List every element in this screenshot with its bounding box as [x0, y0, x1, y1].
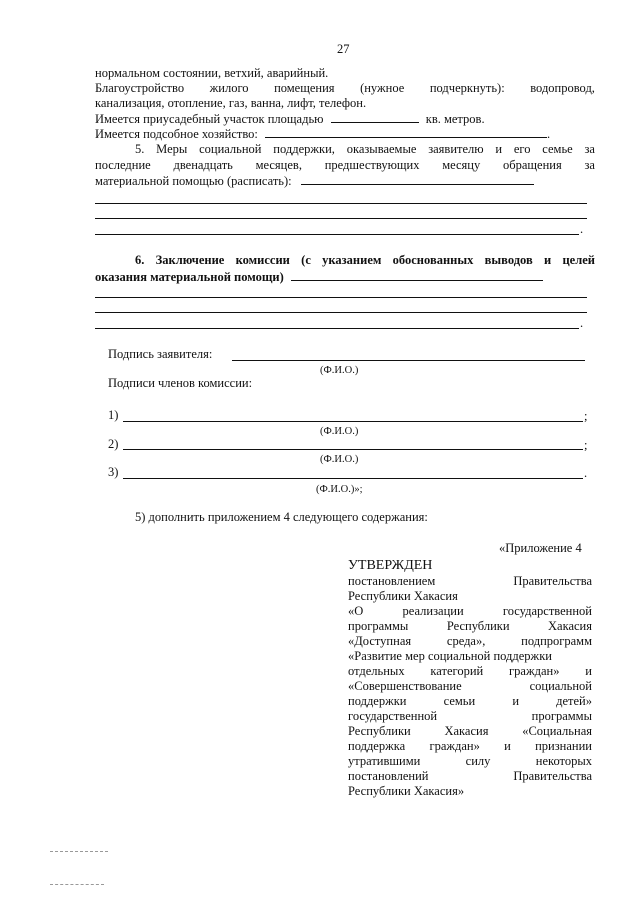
- member-1-semicolon: ;: [584, 409, 588, 423]
- scan-artifact: [50, 884, 104, 885]
- support-line-2[interactable]: [95, 218, 587, 219]
- member-1-number: 1): [108, 408, 119, 422]
- housing-condition-line: нормальном состоянии, ветхий, аварийный.: [95, 66, 329, 80]
- member-2-semicolon: ;: [584, 438, 588, 452]
- applicant-signature-line[interactable]: [232, 360, 585, 361]
- approved-heading: УТВЕРЖДЕН: [348, 558, 433, 573]
- member-3-fio-caption: (Ф.И.О.)»;: [316, 484, 363, 495]
- commission-signatures-label: Подписи членов комиссии:: [108, 376, 253, 390]
- conclusion-end-dot: .: [580, 316, 584, 330]
- member-3-number: 3): [108, 465, 119, 479]
- land-plot-line: Имеется приусадебный участок площадью кв. метров.: [95, 112, 485, 126]
- section-5-line-2: последние двенадцать месяцев, предшествующих месяцу обращения за: [95, 158, 595, 172]
- scan-artifact: [50, 851, 108, 852]
- section-5-line-3: материальной помощью (расписать):: [95, 173, 534, 189]
- member-2-signature-line[interactable]: [123, 449, 583, 450]
- member-2-fio-caption: (Ф.И.О.): [320, 454, 359, 465]
- amenities-line: Благоустройство жилого помещения (нужное подчеркнуть): водопровод,: [95, 81, 595, 95]
- conclusion-line-3[interactable]: [95, 328, 579, 329]
- appendix-instruction: 5) дополнить приложением 4 следующего содержания:: [135, 510, 428, 524]
- page-number: 27: [337, 42, 350, 56]
- member-1-signature-line[interactable]: [123, 421, 583, 422]
- land-area-field[interactable]: [331, 111, 419, 123]
- member-1-fio-caption: (Ф.И.О.): [320, 426, 359, 437]
- conclusion-line-1[interactable]: [95, 297, 587, 298]
- household-field[interactable]: [265, 126, 547, 138]
- appendix-label: «Приложение 4: [499, 541, 582, 555]
- conclusion-field[interactable]: [291, 269, 543, 281]
- conclusion-line-2[interactable]: [95, 312, 587, 313]
- section-6-heading: 6. Заключение комиссии (с указанием обоснованных выводов и целей: [135, 253, 595, 267]
- member-3-signature-line[interactable]: [123, 478, 583, 479]
- member-2-number: 2): [108, 437, 119, 451]
- amenities-list-line: канализация, отопление, газ, ванна, лифт, телефон.: [95, 96, 367, 110]
- applicant-signature-label: Подпись заявителя:: [108, 347, 213, 361]
- household-line: Имеется подсобное хозяйство: .: [95, 127, 551, 141]
- support-end-dot: .: [580, 222, 584, 236]
- support-measures-field[interactable]: [301, 173, 534, 185]
- member-3-dot: .: [584, 466, 588, 480]
- applicant-fio-caption: (Ф.И.О.): [320, 365, 359, 376]
- support-line-1[interactable]: [95, 203, 587, 204]
- section-5-heading: 5. Меры социальной поддержки, оказываемые заявителю и его семье за: [135, 142, 595, 156]
- section-6-line-2: оказания материальной помощи): [95, 269, 543, 285]
- approval-block: постановлением Правительства Республики Хакасия «О реализации государственной программы Республики Хакасия «Доступная среда», подпрограмм «Развитие мер социальной поддержки отдельных категорий граждан» и «Совершенствование социальной поддержки семьи и детей» государственной программы Республики Хакасия «Социальная поддержка граждан» и признании утратившими силу некоторых постановлений Правительства Республики Хакасия»: [348, 574, 592, 798]
- support-line-3[interactable]: [95, 234, 579, 235]
